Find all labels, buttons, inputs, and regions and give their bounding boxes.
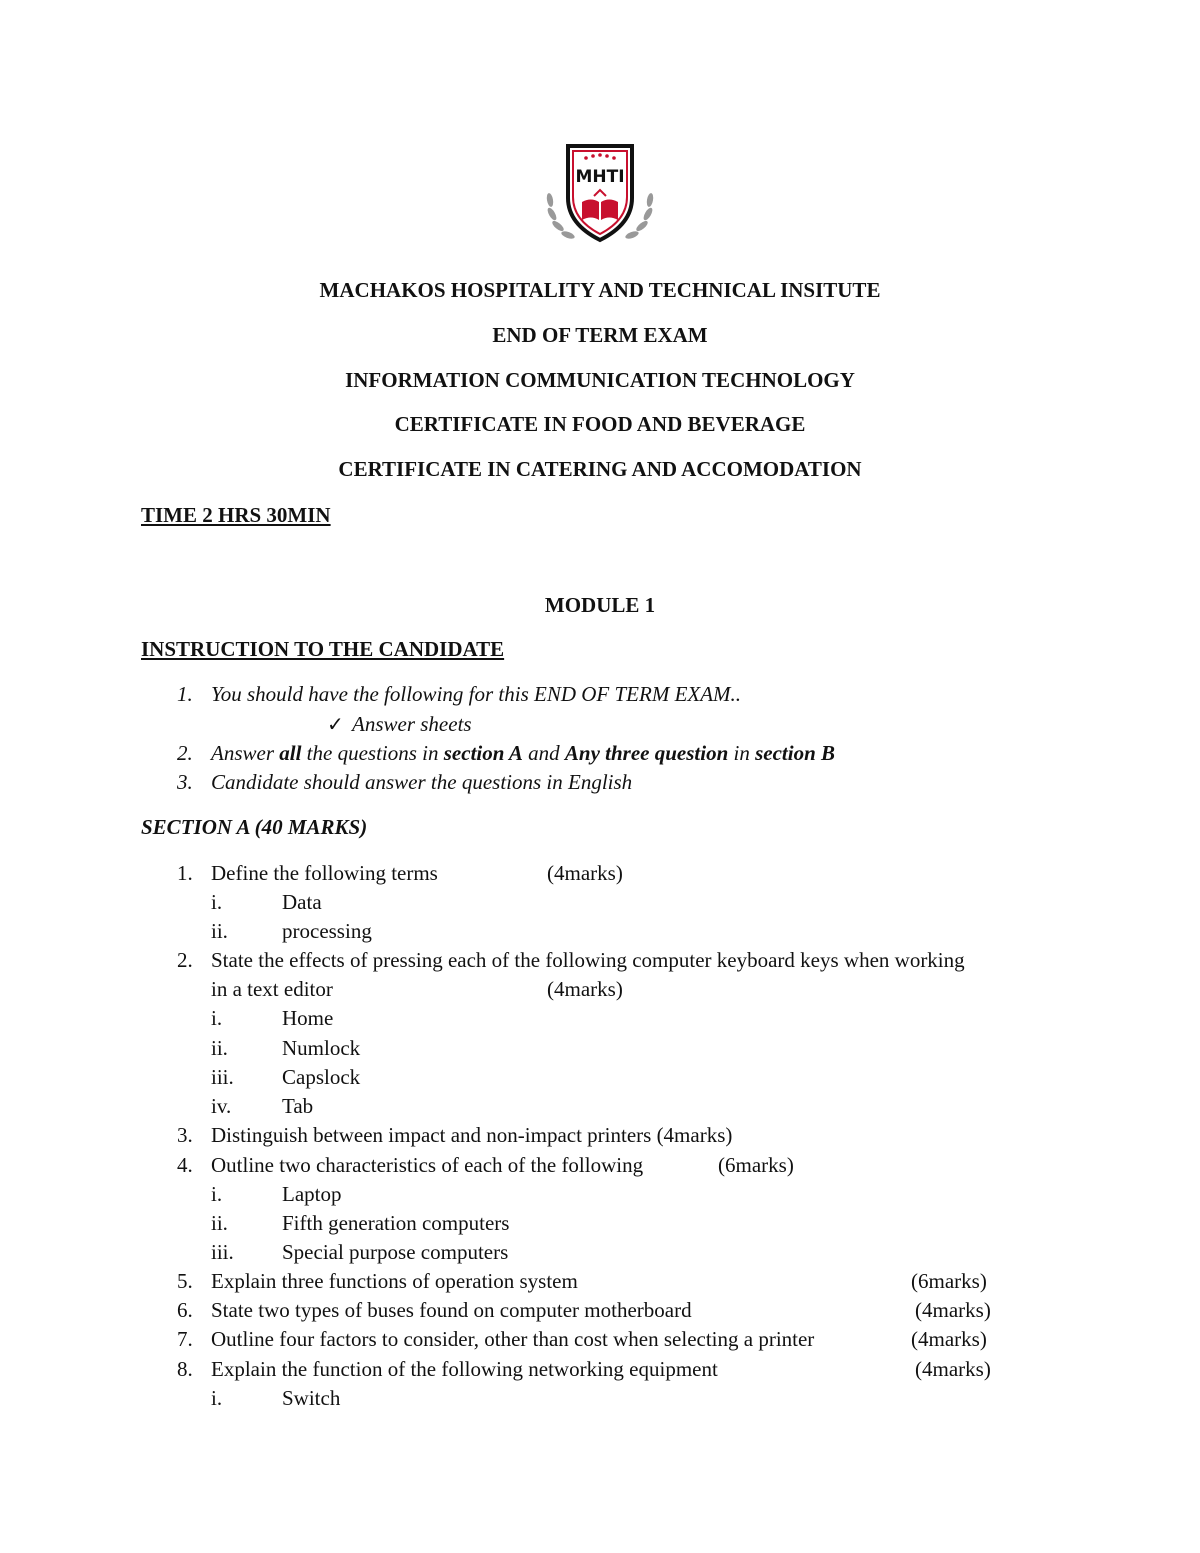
question-1-sub-1-text: Data — [282, 890, 322, 914]
institute-name: MACHAKOS HOSPITALITY AND TECHNICAL INSITUTE — [319, 278, 881, 302]
question-5-number: 5. — [177, 1269, 193, 1293]
question-2-sub-3-text: Capslock — [282, 1065, 361, 1089]
question-2-sub-4-text: Tab — [282, 1094, 314, 1118]
question-8-text: Explain the function of the following networking equipment — [211, 1357, 718, 1381]
question-1-sub-1-number: i. — [211, 890, 223, 914]
question-4-sub-1-number: i. — [211, 1182, 223, 1206]
question-7-text: Outline four factors to consider, other than cost when selecting a printer — [211, 1327, 815, 1351]
exam-time: TIME 2 HRS 30MIN — [141, 503, 331, 527]
institute-logo — [540, 140, 660, 244]
instructions-title: INSTRUCTION TO THE CANDIDATE — [141, 637, 505, 661]
question-2-sub-1-text: Home — [282, 1006, 334, 1030]
checkmark-icon: ✓ — [327, 714, 344, 736]
question-6-marks: (4marks) — [915, 1298, 991, 1322]
question-7-marks: (4marks) — [911, 1327, 987, 1351]
question-6-number: 6. — [177, 1298, 193, 1322]
question-4-sub-3-number: iii. — [211, 1240, 234, 1264]
question-2-sub-1-number: i. — [211, 1006, 223, 1030]
question-2-number: 2. — [177, 948, 193, 972]
question-4-sub-2-number: ii. — [211, 1211, 228, 1235]
question-7-number: 7. — [177, 1327, 193, 1351]
course-title-1: CERTIFICATE IN FOOD AND BEVERAGE — [394, 412, 806, 436]
question-4-marks: (6marks) — [718, 1153, 794, 1177]
question-2-text: State the effects of pressing each of the following computer keyboard keys when working — [211, 948, 965, 972]
question-6-text: State two types of buses found on computer motherboard — [211, 1298, 692, 1322]
question-2-marks: (4marks) — [547, 977, 623, 1001]
question-3-number: 3. — [177, 1123, 193, 1147]
exam-title: END OF TERM EXAM — [492, 323, 708, 347]
question-8-sub-1-number: i. — [211, 1386, 223, 1410]
question-4-text: Outline two characteristics of each of the following — [211, 1153, 644, 1177]
question-8-marks: (4marks) — [915, 1357, 991, 1381]
question-2-sub-2-number: ii. — [211, 1036, 228, 1060]
question-3-text: Distinguish between impact and non-impact printers (4marks) — [211, 1123, 733, 1147]
shield-icon — [568, 146, 632, 240]
question-1-text: Define the following terms — [211, 861, 438, 885]
instruction-1-sub-text: Answer sheets — [352, 712, 472, 736]
question-5-marks: (6marks) — [911, 1269, 987, 1293]
question-8-number: 8. — [177, 1357, 193, 1381]
question-1-sub-2-text: processing — [282, 919, 372, 943]
module-title: MODULE 1 — [544, 593, 656, 617]
section-a-title: SECTION A (40 MARKS) — [141, 815, 368, 839]
instruction-3-text: Candidate should answer the questions in English — [211, 770, 633, 794]
question-4-sub-3-text: Special purpose computers — [282, 1240, 509, 1264]
question-2-sub-2-text: Numlock — [282, 1036, 361, 1060]
question-1-sub-2-number: ii. — [211, 919, 228, 943]
question-4-number: 4. — [177, 1153, 193, 1177]
question-1-marks: (4marks) — [547, 861, 623, 885]
question-2-sub-4-number: iv. — [211, 1094, 232, 1118]
logo-text: MHTI — [575, 167, 625, 187]
question-4-sub-1-text: Laptop — [282, 1182, 342, 1206]
instruction-2-number: 2. — [177, 741, 193, 765]
instruction-1-text: You should have the following for this END OF TERM EXAM.. — [211, 682, 742, 706]
question-2-text-continued: in a text editor — [211, 977, 333, 1001]
instruction-3-number: 3. — [177, 770, 193, 794]
course-title-2: CERTIFICATE IN CATERING AND ACCOMODATION — [338, 457, 862, 481]
question-1-number: 1. — [177, 861, 193, 885]
question-2-sub-3-number: iii. — [211, 1065, 234, 1089]
instruction-2-text: Answer all the questions in section A and Any three question in section B — [211, 741, 836, 765]
instruction-1-number: 1. — [177, 682, 193, 706]
question-5-text: Explain three functions of operation system — [211, 1269, 578, 1293]
question-4-sub-2-text: Fifth generation computers — [282, 1211, 510, 1235]
subject-title: INFORMATION COMMUNICATION TECHNOLOGY — [345, 368, 855, 392]
question-8-sub-1-text: Switch — [282, 1386, 341, 1410]
